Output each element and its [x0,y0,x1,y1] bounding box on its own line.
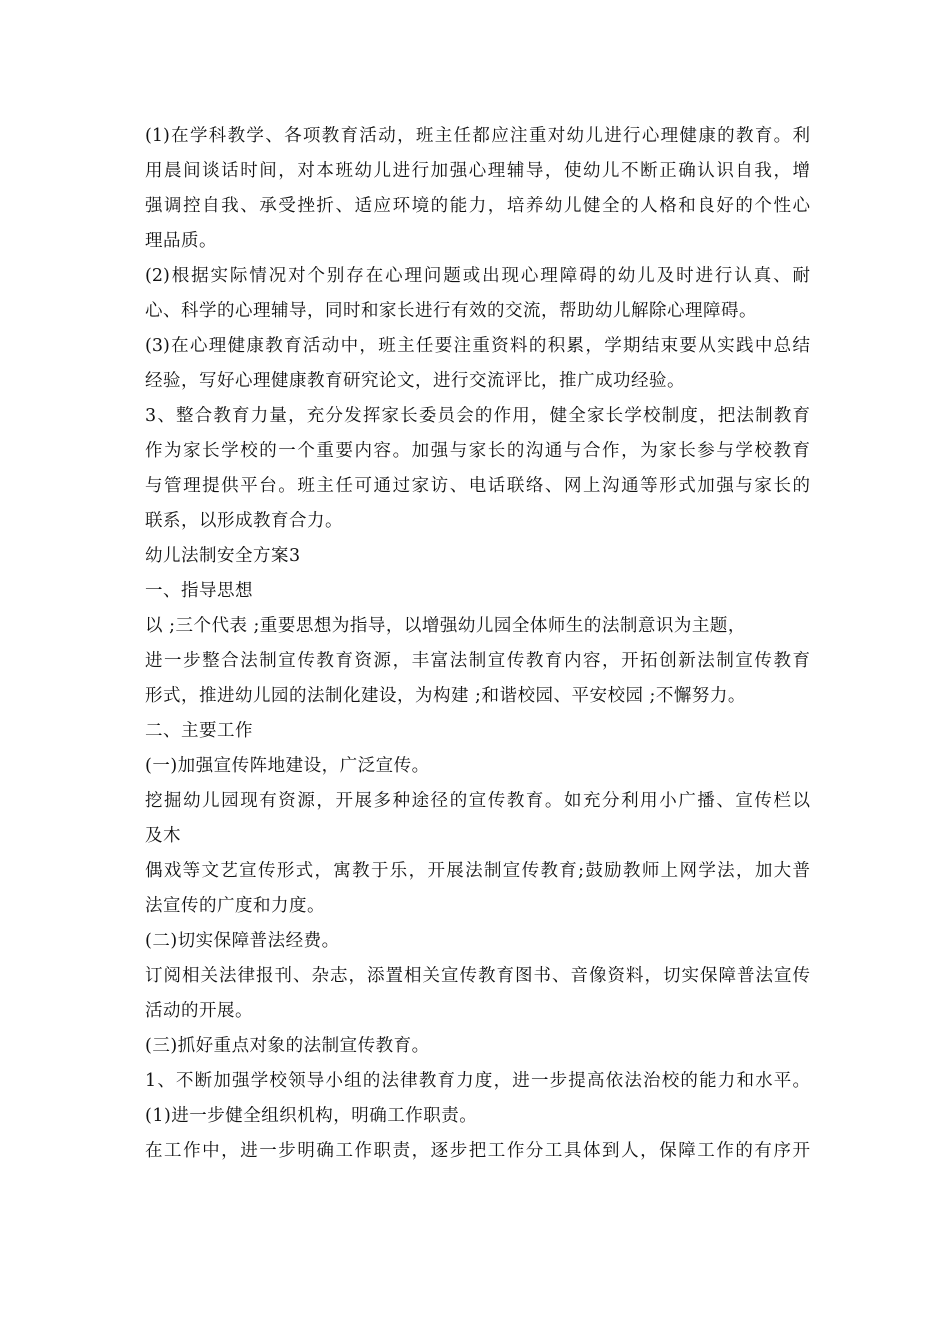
paragraph-line: 心、科学的心理辅导，同时和家长进行有效的交流，帮助幼儿解除心理障碍。 [145,301,757,321]
document-page [145,119,810,1169]
paragraph-line: (1)在学科教学、各项教育活动，班主任都应注重对幼儿进行心理健康的教育。利 [145,126,810,146]
paragraph-line: 1、不断加强学校领导小组的法律教育力度，进一步提高依法治校的能力和水平。 [145,1071,810,1091]
paragraph-line: 以 ;三个代表 ;重要思想为指导，以增强幼儿园全体师生的法制意识为主题， [145,616,746,636]
paragraph-line: 挖掘幼儿园现有资源，开展多种途径的宣传教育。如充分利用小广播、宣传栏以 [145,791,810,811]
paragraph-line: 形式，推进幼儿园的法制化建设，为构建 ;和谐校园、平安校园 ;不懈努力。 [145,686,746,706]
paragraph-line: 活动的开展。 [145,1001,253,1021]
paragraph-line: 理品质。 [145,231,217,251]
paragraph-line: 及木 [145,826,181,846]
paragraph-line: 经验，写好心理健康教育研究论文，进行交流评比，推广成功经验。 [145,371,685,391]
paragraph-line: (2)根据实际情况对个别存在心理问题或出现心理障碍的幼儿及时进行认真、耐 [145,266,810,286]
paragraph-line: 联系，以形成教育合力。 [145,511,343,531]
paragraph-line: (3)在心理健康教育活动中，班主任要注重资料的积累，学期结束要从实践中总结 [145,336,810,356]
paragraph-line: 3、整合教育力量，充分发挥家长委员会的作用，健全家长学校制度，把法制教育 [145,406,810,426]
subheading: (三)抓好重点对象的法制宣传教育。 [145,1036,430,1056]
paragraph-line: 法宣传的广度和力度。 [145,896,325,916]
paragraph-line: 进一步整合法制宣传教育资源，丰富法制宣传教育内容，开拓创新法制宣传教育 [145,651,810,671]
paragraph-line: 与管理提供平台。班主任可通过家访、电话联络、网上沟通等形式加强与家长的 [145,476,810,496]
paragraph-line: (1)进一步健全组织机构，明确工作职责。 [145,1106,478,1126]
subheading: (一)加强宣传阵地建设，广泛宣传。 [145,756,430,776]
paragraph-line: 强调控自我、承受挫折、适应环境的能力，培养幼儿健全的人格和良好的个性心 [145,196,810,216]
paragraph-line: 订阅相关法律报刊、杂志，添置相关宣传教育图书、音像资料，切实保障普法宣传 [145,966,810,986]
paragraph-line: 用晨间谈话时间，对本班幼儿进行加强心理辅导，使幼儿不断正确认识自我，增 [145,161,810,181]
paragraph-line: 作为家长学校的一个重要内容。加强与家长的沟通与合作，为家长参与学校教育 [145,441,810,461]
heading-guiding-thought: 一、指导思想 [145,581,253,601]
heading-main-work: 二、主要工作 [145,721,253,741]
paragraph-line: 在工作中，进一步明确工作职责，逐步把工作分工具体到人，保障工作的有序开 [145,1141,810,1161]
paragraph-line: 偶戏等文艺宣传形式，寓教于乐，开展法制宣传教育;鼓励教师上网学法，加大普 [145,861,810,881]
section-title: 幼儿法制安全方案3 [145,546,301,566]
subheading: (二)切实保障普法经费。 [145,931,340,951]
